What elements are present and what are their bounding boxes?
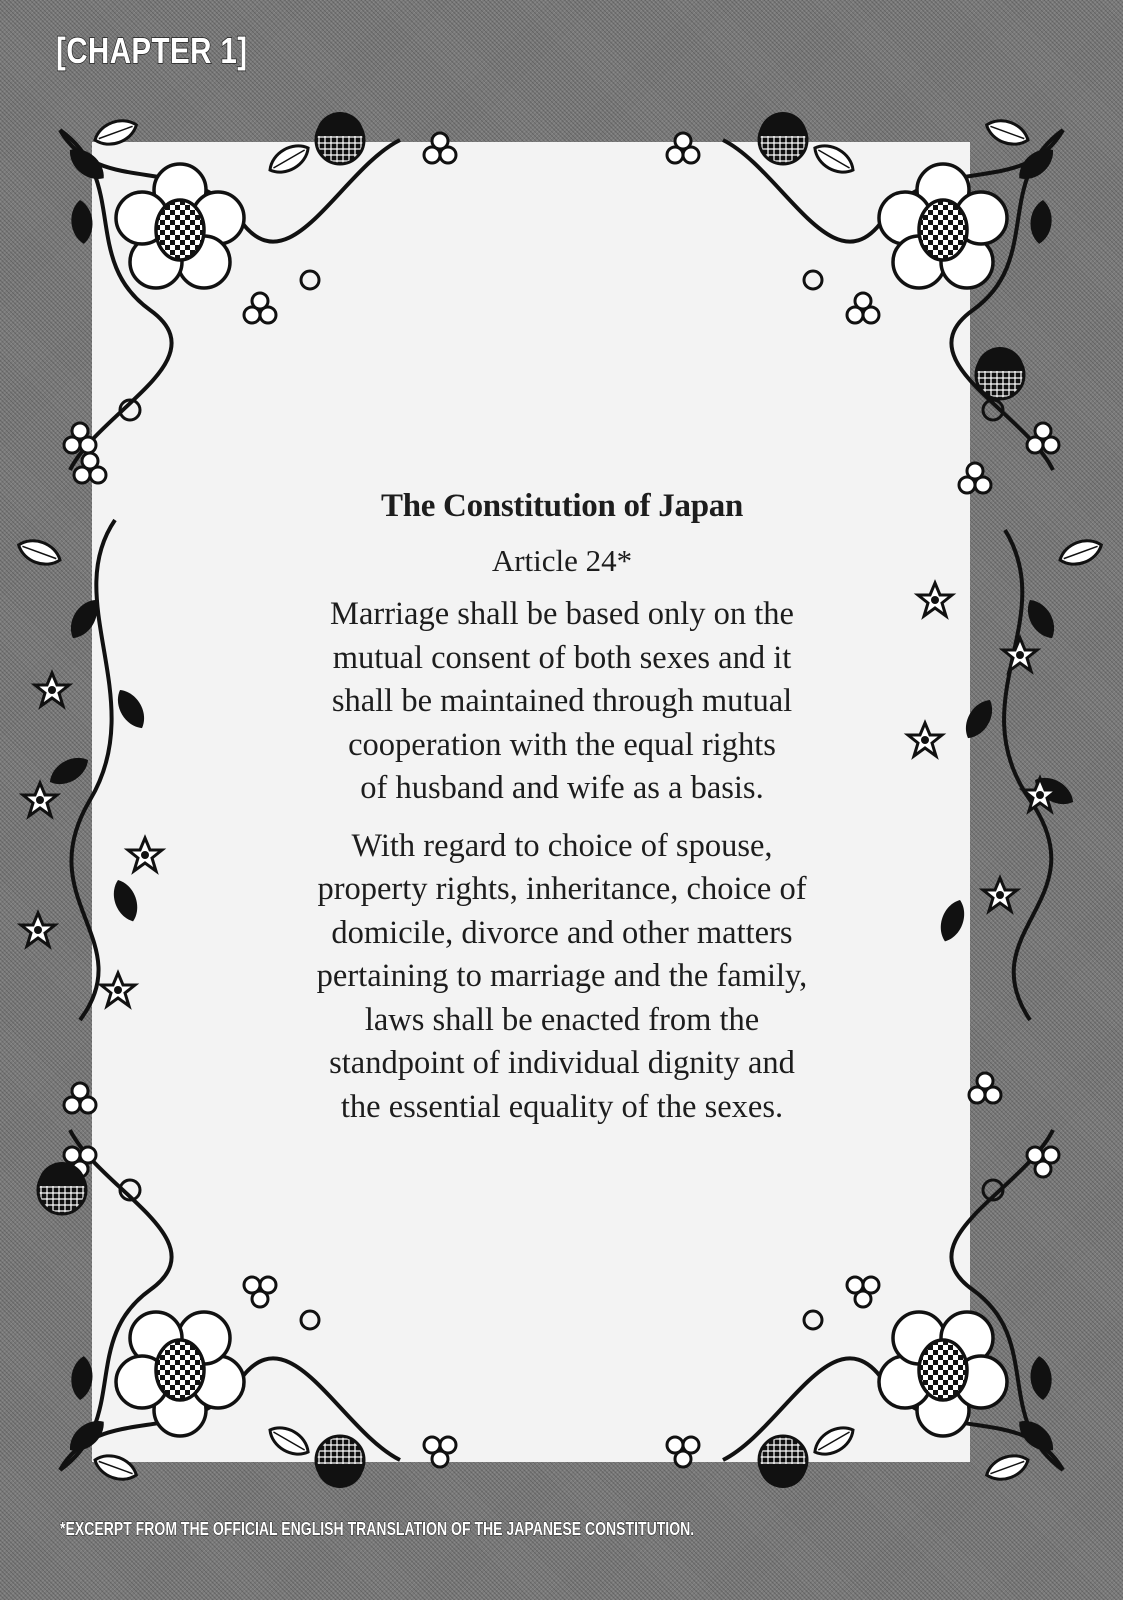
paragraph-2: With regard to choice of spouse, property rights, inheritance, choice of domicile, divorce and other matters pertaining to marriage and the family, laws shall be enacted from the standpoint of individual dignity and the essential equality of the sexes. (316, 827, 808, 1125)
article-text-block (212, 488, 912, 1143)
document-title: The Constitution of Japan (381, 488, 743, 524)
paragraph-1: Marriage shall be based only on the mutual consent of both sexes and it shall be maintained through mutual cooperation with the equal rights of husband and wife as a basis. (330, 596, 794, 806)
chapter-label: [CHAPTER 1] (56, 30, 248, 71)
footnote: *EXCERPT FROM THE OFFICIAL ENGLISH TRANSLATION OF THE JAPANESE CONSTITUTION. (60, 1519, 695, 1539)
article-heading: Article 24* (491, 543, 633, 578)
